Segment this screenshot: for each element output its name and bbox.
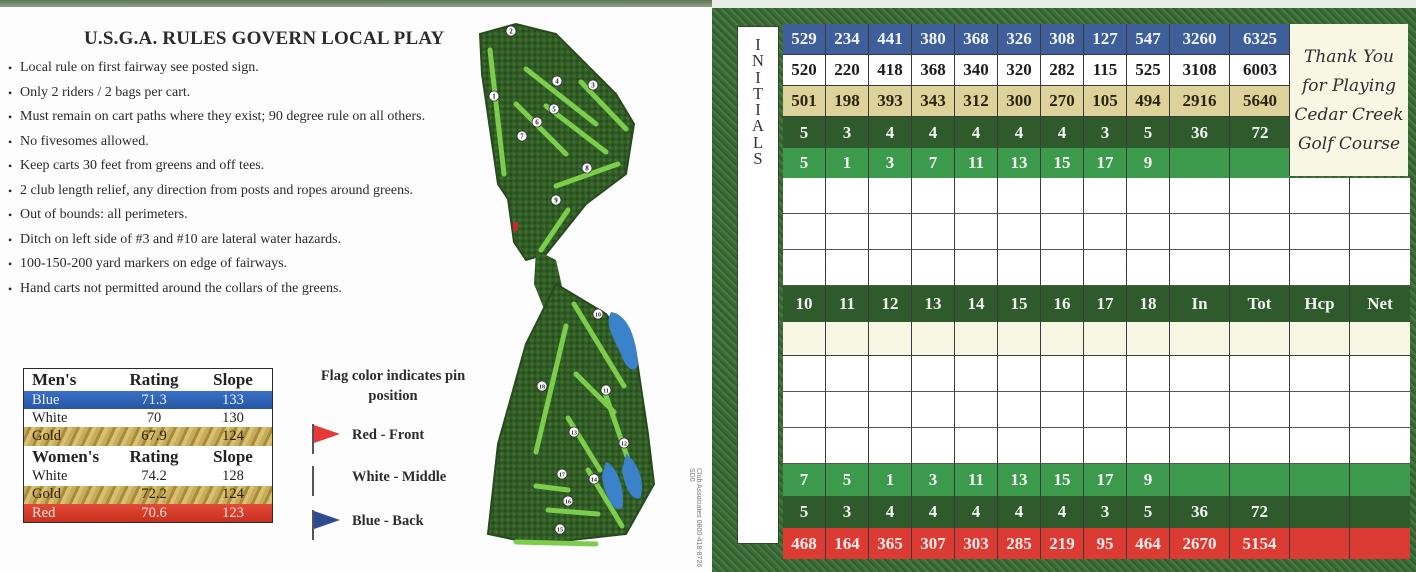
score-cell: 13	[912, 286, 955, 322]
score-cell: 4	[998, 117, 1041, 148]
player-score-row	[783, 178, 1410, 214]
score-entry-cell[interactable]	[1170, 356, 1230, 392]
slope-value: 124	[222, 427, 244, 444]
score-cell: 3	[912, 464, 955, 496]
rules-title: U.S.G.A. RULES GOVERN LOCAL PLAY	[84, 28, 445, 49]
score-cell: 368	[955, 24, 998, 55]
tee-name: Gold	[32, 486, 61, 503]
score-cell: 7	[912, 148, 955, 178]
svg-text:10: 10	[595, 312, 601, 319]
rule-item: • Keep carts 30 feet from greens and off tees.	[8, 158, 498, 174]
score-entry-cell[interactable]	[869, 428, 912, 464]
rule-item: • Out of bounds: all perimeters.	[8, 207, 498, 223]
score-cell: 4	[912, 496, 955, 528]
slope-value: 128	[222, 468, 244, 485]
score-cell: 4	[869, 117, 912, 148]
score-entry-cell[interactable]	[1084, 250, 1127, 286]
rule-item: • 2 club length relief, any direction from posts and ropes around greens.	[8, 183, 498, 199]
score-cell: 285	[998, 528, 1041, 559]
score-entry-cell[interactable]	[1041, 356, 1084, 392]
score-cell: 4	[955, 496, 998, 528]
score-entry-cell[interactable]	[998, 322, 1041, 356]
initials-letter: I	[755, 35, 761, 54]
score-entry-cell[interactable]	[1084, 214, 1127, 250]
svg-text:7: 7	[520, 132, 524, 141]
tee-name: White	[32, 409, 68, 426]
score-cell: 501	[783, 86, 826, 117]
score-entry-cell[interactable]	[912, 428, 955, 464]
score-entry-cell[interactable]	[826, 392, 869, 428]
rating-value: 74.2	[141, 468, 167, 485]
score-entry-cell[interactable]	[998, 428, 1041, 464]
score-entry-cell[interactable]	[869, 178, 912, 214]
front-par-row	[783, 117, 1290, 148]
score-entry-cell[interactable]	[869, 322, 912, 356]
score-cell: 307	[912, 528, 955, 559]
score-entry-cell[interactable]	[1350, 428, 1410, 464]
score-entry-cell[interactable]	[1084, 178, 1127, 214]
score-cell: 6325	[1230, 24, 1290, 55]
score-entry-cell[interactable]	[955, 250, 998, 286]
score-cell: 2670	[1170, 528, 1230, 559]
score-entry-cell[interactable]	[783, 392, 826, 428]
rule-item: • Only 2 riders / 2 bags per cart.	[8, 85, 498, 101]
score-entry-cell[interactable]	[998, 392, 1041, 428]
score-cell: 282	[1041, 55, 1084, 86]
back-nine-header-row	[783, 286, 1410, 322]
score-entry-cell[interactable]	[998, 178, 1041, 214]
score-cell: 343	[912, 86, 955, 117]
score-entry-cell[interactable]	[783, 250, 826, 286]
score-cell: 17	[1084, 148, 1127, 178]
rule-item: • 100-150-200 yard markers on edge of fairways.	[8, 256, 498, 272]
score-cell: 3	[826, 496, 869, 528]
score-cell: 300	[998, 86, 1041, 117]
score-cell: 10	[783, 286, 826, 322]
score-cell: 3108	[1170, 55, 1230, 86]
score-entry-cell[interactable]	[955, 178, 998, 214]
rating-value: 72.2	[141, 486, 167, 503]
score-entry-cell[interactable]	[912, 356, 955, 392]
score-entry-cell[interactable]	[1041, 322, 1084, 356]
svg-text:5: 5	[552, 105, 556, 114]
score-cell: 3	[826, 117, 869, 148]
initials-letter: L	[752, 132, 764, 152]
top-border	[0, 0, 712, 7]
svg-text:11: 11	[603, 388, 609, 395]
score-cell: 308	[1041, 24, 1084, 55]
blue-tee-yardage-row	[783, 24, 1290, 55]
score-cell: 418	[869, 55, 912, 86]
score-cell: Net	[1350, 286, 1410, 322]
back-par-row	[783, 496, 1410, 528]
score-entry-cell[interactable]	[1290, 250, 1350, 286]
score-cell: 1	[869, 464, 912, 496]
score-cell: 326	[998, 24, 1041, 55]
score-entry-cell[interactable]	[1230, 214, 1290, 250]
score-cell: 312	[955, 86, 998, 117]
score-entry-cell[interactable]	[998, 214, 1041, 250]
score-cell: 4	[869, 496, 912, 528]
score-entry-cell[interactable]	[1127, 178, 1170, 214]
score-entry-cell[interactable]	[783, 214, 826, 250]
rating-value: 70.6	[141, 504, 167, 521]
score-cell: 520	[783, 55, 826, 86]
score-entry-cell[interactable]	[1170, 178, 1230, 214]
score-entry-cell[interactable]	[955, 428, 998, 464]
score-cell: 115	[1084, 55, 1127, 86]
rule-item: • Must remain on cart paths where they exist; 90 degree rule on all others.	[8, 109, 438, 125]
score-cell: 5	[783, 496, 826, 528]
score-entry-cell[interactable]	[1170, 322, 1230, 356]
score-entry-cell[interactable]	[1350, 250, 1410, 286]
svg-text:2: 2	[509, 27, 513, 36]
header-rating: Rating	[129, 446, 179, 466]
score-cell: 17	[1084, 286, 1127, 322]
score-cell: 18	[1127, 286, 1170, 322]
score-entry-cell[interactable]	[1041, 214, 1084, 250]
rules-list	[8, 60, 498, 305]
tee-name: White	[32, 468, 68, 485]
score-entry-cell[interactable]	[998, 356, 1041, 392]
score-entry-cell[interactable]	[826, 214, 869, 250]
score-entry-cell[interactable]	[1170, 250, 1230, 286]
score-entry-cell[interactable]	[869, 250, 912, 286]
score-cell: 529	[783, 24, 826, 55]
flag-label-white: White - Middle	[352, 469, 447, 485]
score-cell: 5	[826, 464, 869, 496]
thank-you-line: for Playing	[1302, 76, 1396, 96]
svg-text:16: 16	[565, 499, 571, 506]
score-entry-cell[interactable]	[955, 392, 998, 428]
score-cell: 14	[955, 286, 998, 322]
score-cell: 11	[826, 286, 869, 322]
score-entry-cell[interactable]	[783, 428, 826, 464]
tee-name: Blue	[32, 391, 60, 408]
svg-text:6: 6	[535, 118, 539, 127]
score-cell	[1350, 496, 1410, 528]
player-score-row	[783, 392, 1410, 428]
thank-you-message	[1289, 24, 1408, 176]
score-cell: Hcp	[1290, 286, 1350, 322]
score-entry-cell[interactable]	[1290, 356, 1350, 392]
score-entry-cell[interactable]	[955, 356, 998, 392]
womens-white-row	[24, 468, 272, 486]
player-score-row	[783, 214, 1410, 250]
score-cell: 15	[998, 286, 1041, 322]
score-cell: 13	[998, 464, 1041, 496]
rating-value: 71.3	[141, 391, 167, 408]
front-handicap-row	[783, 148, 1290, 178]
score-entry-cell[interactable]	[1084, 356, 1127, 392]
mens-gold-row	[24, 427, 272, 445]
womens-red-row	[24, 504, 272, 522]
score-cell: 12	[869, 286, 912, 322]
score-cell	[1230, 148, 1290, 178]
score-entry-cell[interactable]	[1290, 214, 1350, 250]
score-entry-cell[interactable]	[826, 322, 869, 356]
score-entry-cell[interactable]	[826, 178, 869, 214]
svg-text:18: 18	[539, 384, 545, 391]
score-cell: 4	[1041, 496, 1084, 528]
score-cell: 468	[783, 528, 826, 559]
score-cell: 303	[955, 528, 998, 559]
svg-text:14: 14	[591, 477, 597, 484]
score-entry-cell[interactable]	[912, 214, 955, 250]
score-cell: 164	[826, 528, 869, 559]
slope-value: 130	[222, 409, 244, 426]
score-entry-cell[interactable]	[1127, 356, 1170, 392]
thank-you-line: Cedar Creek	[1294, 105, 1404, 125]
score-cell: 3	[1084, 496, 1127, 528]
womens-gold-row	[24, 486, 272, 504]
score-entry-cell[interactable]	[1127, 428, 1170, 464]
score-cell: 17	[1084, 464, 1127, 496]
rating-value: 70	[146, 409, 162, 426]
score-cell: 127	[1084, 24, 1127, 55]
score-cell	[1230, 464, 1290, 496]
score-cell	[1290, 496, 1350, 528]
score-cell: 72	[1230, 117, 1290, 148]
header-rating: Rating	[129, 370, 179, 389]
score-entry-cell[interactable]	[869, 356, 912, 392]
score-entry-cell[interactable]	[826, 250, 869, 286]
score-entry-cell[interactable]	[1127, 214, 1170, 250]
score-cell: 13	[998, 148, 1041, 178]
score-entry-cell[interactable]	[912, 392, 955, 428]
score-entry-cell[interactable]	[1290, 392, 1350, 428]
red-tee-yardage-row	[783, 528, 1410, 559]
tee-name: Red	[32, 504, 56, 521]
score-cell: 340	[955, 55, 998, 86]
score-entry-cell[interactable]	[1350, 214, 1410, 250]
mens-header-row	[24, 369, 272, 391]
score-entry-cell[interactable]	[1170, 214, 1230, 250]
slope-value: 133	[222, 391, 244, 408]
header-label: Men's	[32, 370, 77, 389]
initials-letter: I	[755, 100, 761, 120]
score-entry-cell[interactable]	[783, 322, 826, 356]
score-cell: 36	[1170, 117, 1230, 148]
score-cell: 105	[1084, 86, 1127, 117]
score-cell: 4	[955, 117, 998, 148]
svg-text:12: 12	[621, 441, 627, 448]
score-cell: 525	[1127, 55, 1170, 86]
score-cell: 270	[1041, 86, 1084, 117]
map-credit: Club Associates 0800-418-8726 SD0	[688, 468, 702, 568]
score-entry-cell[interactable]	[1290, 428, 1350, 464]
rule-item: • Local rule on first fairway see posted sign.	[8, 60, 498, 76]
course-map	[476, 14, 676, 554]
score-cell	[1170, 464, 1230, 496]
score-cell: 6003	[1230, 55, 1290, 86]
player-score-row	[783, 356, 1410, 392]
score-entry-cell[interactable]	[955, 214, 998, 250]
score-cell: 368	[912, 55, 955, 86]
svg-text:8: 8	[585, 164, 589, 173]
score-cell: 9	[1127, 148, 1170, 178]
score-entry-cell[interactable]	[1127, 322, 1170, 356]
score-entry-cell[interactable]	[1290, 178, 1350, 214]
score-cell	[1350, 528, 1410, 559]
score-cell: In	[1170, 286, 1230, 322]
tee-name: Gold	[32, 427, 61, 444]
score-cell: 1	[826, 148, 869, 178]
svg-text:4: 4	[555, 77, 559, 86]
initials-column	[737, 26, 779, 544]
score-cell: 72	[1230, 496, 1290, 528]
header-slope: Slope	[213, 446, 253, 466]
score-entry-cell[interactable]	[1230, 178, 1290, 214]
flag-label-blue: Blue - Back	[352, 513, 424, 529]
score-cell: 95	[1084, 528, 1127, 559]
score-cell: 11	[955, 148, 998, 178]
score-cell: 15	[1041, 148, 1084, 178]
score-cell: 2916	[1170, 86, 1230, 117]
score-entry-cell[interactable]	[1041, 178, 1084, 214]
score-entry-cell[interactable]	[912, 178, 955, 214]
score-cell: 320	[998, 55, 1041, 86]
score-entry-cell[interactable]	[955, 322, 998, 356]
score-cell: Tot	[1230, 286, 1290, 322]
initials-letter: N	[752, 51, 764, 71]
initials-letter: A	[752, 116, 764, 136]
initials-letter: S	[753, 149, 763, 169]
score-cell: 380	[912, 24, 955, 55]
score-cell: 3	[1084, 117, 1127, 148]
score-cell: 5	[1127, 117, 1170, 148]
score-entry-cell[interactable]	[1127, 392, 1170, 428]
player-score-row	[783, 322, 1410, 356]
score-entry-cell[interactable]	[1290, 322, 1350, 356]
score-entry-cell[interactable]	[1041, 392, 1084, 428]
score-cell: 547	[1127, 24, 1170, 55]
score-entry-cell[interactable]	[783, 356, 826, 392]
flag-label-red: Red - Front	[352, 427, 425, 443]
white-tee-yardage-row	[783, 55, 1290, 86]
rule-item: • No fivesomes allowed.	[8, 134, 498, 150]
back-handicap-row	[783, 464, 1410, 496]
score-entry-cell[interactable]	[1041, 428, 1084, 464]
score-cell: 219	[1041, 528, 1084, 559]
score-entry-cell[interactable]	[1230, 250, 1290, 286]
initials-label	[738, 27, 778, 167]
score-entry-cell[interactable]	[998, 250, 1041, 286]
initials-letter: T	[752, 83, 764, 103]
score-cell: 15	[1041, 464, 1084, 496]
header-slope: Slope	[213, 370, 253, 389]
svg-text:1: 1	[492, 92, 496, 101]
score-cell: 464	[1127, 528, 1170, 559]
score-entry-cell[interactable]	[1084, 428, 1127, 464]
score-cell: 4	[1041, 117, 1084, 148]
course-ratings-table	[23, 368, 273, 523]
score-cell: 365	[869, 528, 912, 559]
rating-value: 67.9	[141, 427, 167, 444]
score-cell: 5154	[1230, 528, 1290, 559]
score-cell	[1170, 148, 1230, 178]
flag-legend-title: Flag color indicates pin position	[320, 368, 466, 404]
score-entry-cell[interactable]	[1230, 356, 1290, 392]
slope-value: 123	[222, 504, 244, 521]
score-cell: 220	[826, 55, 869, 86]
score-entry-cell[interactable]	[1127, 250, 1170, 286]
player-score-row	[783, 428, 1410, 464]
score-entry-cell[interactable]	[783, 178, 826, 214]
score-entry-cell[interactable]	[912, 322, 955, 356]
score-entry-cell[interactable]	[1170, 428, 1230, 464]
score-entry-cell[interactable]	[1084, 392, 1127, 428]
score-entry-cell[interactable]	[1170, 392, 1230, 428]
player-score-row	[783, 250, 1410, 286]
score-cell: 3260	[1170, 24, 1230, 55]
score-entry-cell[interactable]	[1350, 178, 1410, 214]
score-cell: 5	[783, 117, 826, 148]
score-cell: 36	[1170, 496, 1230, 528]
initials-letter: I	[755, 67, 761, 87]
svg-text:3: 3	[591, 81, 595, 90]
score-cell: 4	[912, 117, 955, 148]
rule-item: • Hand carts not permitted around the collars of the greens.	[8, 281, 498, 297]
score-cell: 16	[1041, 286, 1084, 322]
rule-item: • Ditch on left side of #3 and #10 are lateral water hazards.	[8, 232, 498, 248]
score-entry-cell[interactable]	[1230, 428, 1290, 464]
score-cell: 234	[826, 24, 869, 55]
score-cell: 5640	[1230, 86, 1290, 117]
score-cell	[1350, 464, 1410, 496]
score-cell: 198	[826, 86, 869, 117]
mens-blue-row	[24, 391, 272, 409]
svg-text:9: 9	[554, 196, 558, 205]
svg-text:17: 17	[559, 472, 565, 479]
score-entry-cell[interactable]	[1350, 392, 1410, 428]
score-cell: 3	[869, 148, 912, 178]
score-entry-cell[interactable]	[1230, 322, 1290, 356]
score-cell: 494	[1127, 86, 1170, 117]
score-entry-cell[interactable]	[869, 214, 912, 250]
score-cell	[1290, 464, 1350, 496]
svg-text:15: 15	[557, 527, 563, 534]
score-entry-cell[interactable]	[869, 392, 912, 428]
score-cell: 5	[783, 148, 826, 178]
score-entry-cell[interactable]	[1350, 356, 1410, 392]
score-cell: 4	[998, 496, 1041, 528]
score-entry-cell[interactable]	[1230, 392, 1290, 428]
score-entry-cell[interactable]	[1041, 250, 1084, 286]
mens-white-row	[24, 409, 272, 427]
score-cell: 393	[869, 86, 912, 117]
score-cell: 7	[783, 464, 826, 496]
score-cell: 441	[869, 24, 912, 55]
thank-you-line: Thank You	[1303, 47, 1394, 67]
womens-header-row	[24, 446, 272, 468]
slope-value: 124	[222, 486, 244, 503]
score-entry-cell[interactable]	[1350, 322, 1410, 356]
score-entry-cell[interactable]	[1084, 322, 1127, 356]
thank-you-line: Golf Course	[1297, 134, 1401, 154]
score-cell: 9	[1127, 464, 1170, 496]
svg-text:13: 13	[571, 430, 577, 437]
score-cell	[1290, 528, 1350, 559]
gold-tee-yardage-row	[783, 86, 1290, 117]
score-entry-cell[interactable]	[826, 356, 869, 392]
score-entry-cell[interactable]	[912, 250, 955, 286]
score-entry-cell[interactable]	[826, 428, 869, 464]
score-cell: 5	[1127, 496, 1170, 528]
header-label: Women's	[32, 446, 100, 466]
score-cell: 11	[955, 464, 998, 496]
